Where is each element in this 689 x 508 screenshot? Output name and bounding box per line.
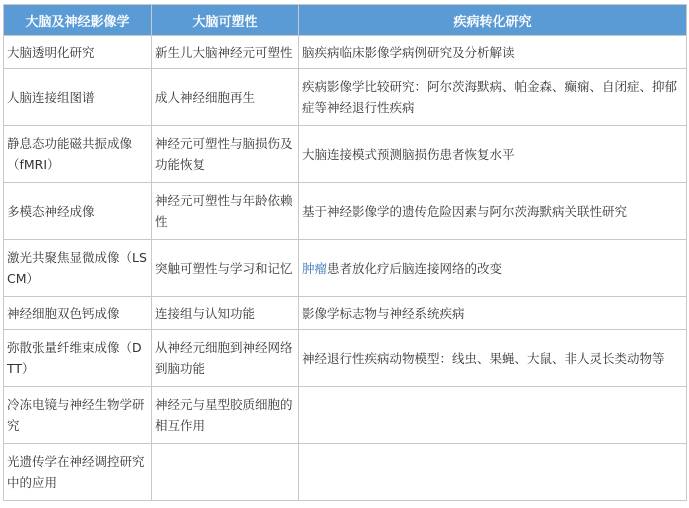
tumor-link[interactable]: 肿瘤 <box>302 260 328 276</box>
header-imaging: 大脑及神经影像学 <box>4 5 152 36</box>
cell-imaging: 大脑透明化研究 <box>4 36 152 69</box>
cell-plasticity <box>152 444 299 501</box>
header-plasticity: 大脑可塑性 <box>152 5 299 36</box>
cell-disease <box>299 387 687 444</box>
table-row <box>4 69 687 126</box>
cell-imaging: 神经细胞双色钙成像 <box>4 297 152 330</box>
header-row <box>4 5 687 36</box>
cell-disease <box>299 444 687 501</box>
cell-disease-text: 患者放化疗后脑连接网络的改变 <box>327 260 503 276</box>
table-row <box>4 297 687 330</box>
cell-imaging: 静息态功能磁共振成像（fMRI） <box>4 126 152 183</box>
cell-imaging: 弥散张量纤维束成像（DTT） <box>4 330 152 387</box>
header-disease: 疾病转化研究 <box>299 5 687 36</box>
research-table-container <box>3 4 686 501</box>
cell-disease: 影像学标志物与神经系统疾病 <box>299 297 687 330</box>
table-row <box>4 240 687 297</box>
cell-disease: 基于神经影像学的遗传危险因素与阿尔茨海默病关联性研究 <box>299 183 687 240</box>
cell-plasticity: 连接组与认知功能 <box>152 297 299 330</box>
cell-plasticity: 神经元可塑性与年龄依赖性 <box>152 183 299 240</box>
cell-plasticity: 突触可塑性与学习和记忆 <box>152 240 299 297</box>
table-row <box>4 387 687 444</box>
cell-imaging: 冷冻电镜与神经生物学研究 <box>4 387 152 444</box>
cell-imaging: 人脑连接组图谱 <box>4 69 152 126</box>
table-row <box>4 183 687 240</box>
cell-imaging: 光遗传学在神经调控研究中的应用 <box>4 444 152 501</box>
research-table <box>3 4 687 501</box>
table-row <box>4 126 687 183</box>
cell-disease: 神经退行性疾病动物模型：线虫、果蝇、大鼠、非人灵长类动物等 <box>299 330 687 387</box>
table-row <box>4 330 687 387</box>
cell-disease: 疾病影像学比较研究：阿尔茨海默病、帕金森、癫痫、自闭症、抑郁症等神经退行性疾病 <box>299 69 687 126</box>
table-row <box>4 444 687 501</box>
cell-imaging: 多模态神经成像 <box>4 183 152 240</box>
cell-plasticity: 从神经元细胞到神经网络到脑功能 <box>152 330 299 387</box>
cell-plasticity: 神经元可塑性与脑损伤及功能恢复 <box>152 126 299 183</box>
cell-disease: 大脑连接模式预测脑损伤患者恢复水平 <box>299 126 687 183</box>
cell-imaging: 激光共聚焦显微成像（LSCM） <box>4 240 152 297</box>
cell-plasticity: 神经元与星型胶质细胞的相互作用 <box>152 387 299 444</box>
table-row <box>4 36 687 69</box>
cell-disease <box>299 240 687 297</box>
cell-plasticity: 成人神经细胞再生 <box>152 69 299 126</box>
cell-plasticity: 新生儿大脑神经元可塑性 <box>152 36 299 69</box>
cell-disease: 脑疾病临床影像学病例研究及分析解读 <box>299 36 687 69</box>
